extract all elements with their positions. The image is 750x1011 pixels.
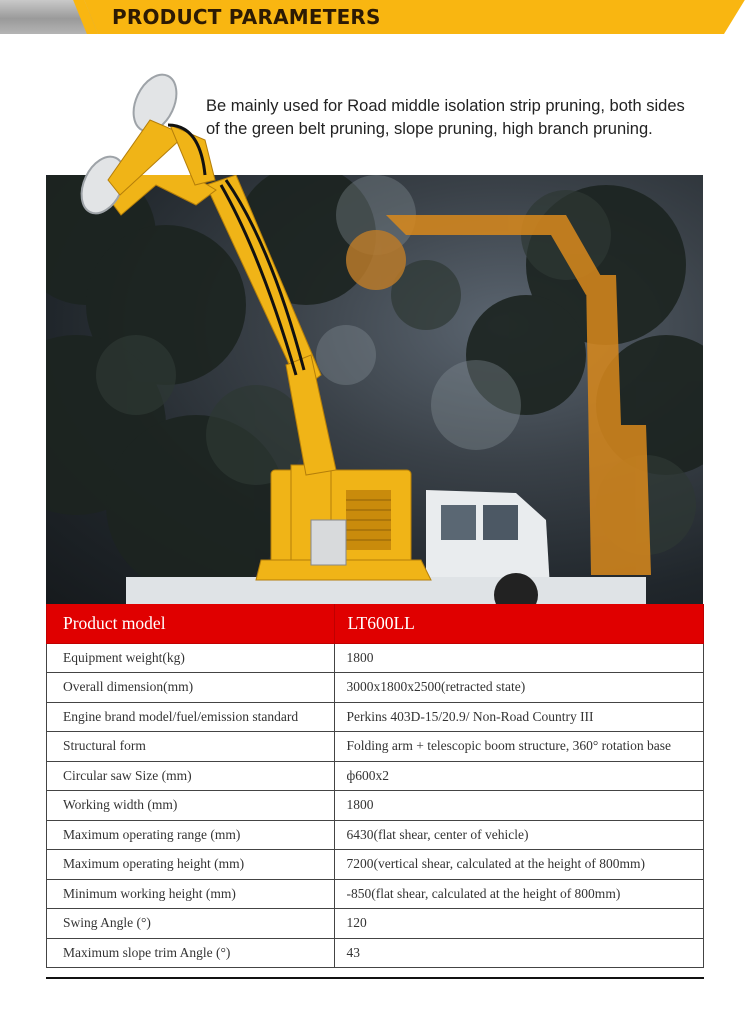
table-bottom-border: [46, 977, 704, 979]
row-value: 120: [335, 909, 704, 939]
row-value: 1800: [335, 791, 704, 821]
row-value: 43: [335, 938, 704, 968]
spec-table: [46, 604, 704, 968]
row-label: Equipment weight(kg): [47, 643, 335, 673]
row-value: Perkins 403D-15/20.9/ Non-Road Country III: [335, 702, 704, 732]
table-row: [47, 850, 704, 880]
table-row: [47, 820, 704, 850]
table-header-row: [47, 604, 704, 643]
saw-blades-illustration: [0, 0, 750, 260]
row-label: Maximum slope trim Angle (°): [47, 938, 335, 968]
row-value: Folding arm + telescopic boom structure, 360° rotation base: [335, 732, 704, 762]
row-value: 7200(vertical shear, calculated at the height of 800mm): [335, 850, 704, 880]
row-label: Maximum operating height (mm): [47, 850, 335, 880]
table-row: [47, 732, 704, 762]
row-value: ф600x2: [335, 761, 704, 791]
row-label: Structural form: [47, 732, 335, 762]
intro-line-2: of the green belt pruning, slope pruning, high branch pruning.: [206, 120, 653, 138]
product-model-label: Product model: [47, 604, 335, 643]
table-row: [47, 643, 704, 673]
row-label: Overall dimension(mm): [47, 673, 335, 703]
row-value: 3000x1800x2500(retracted state): [335, 673, 704, 703]
row-label: Engine brand model/fuel/emission standard: [47, 702, 335, 732]
row-value: 6430(flat shear, center of vehicle): [335, 820, 704, 850]
row-value: 1800: [335, 643, 704, 673]
page-title: PRODUCT PARAMETERS: [112, 5, 381, 29]
row-label: Maximum operating range (mm): [47, 820, 335, 850]
product-model-value: LT600LL: [335, 604, 704, 643]
table-row: [47, 879, 704, 909]
table-row: [47, 791, 704, 821]
row-label: Swing Angle (°): [47, 909, 335, 939]
table-row: [47, 938, 704, 968]
table-row: [47, 702, 704, 732]
table-row: [47, 761, 704, 791]
row-label: Circular saw Size (mm): [47, 761, 335, 791]
row-label: Minimum working height (mm): [47, 879, 335, 909]
row-label: Working width (mm): [47, 791, 335, 821]
table-row: [47, 909, 704, 939]
intro-line-1: Be mainly used for Road middle isolation strip pruning, both sides: [206, 97, 685, 115]
row-value: -850(flat shear, calculated at the height of 800mm): [335, 879, 704, 909]
table-row: [47, 673, 704, 703]
